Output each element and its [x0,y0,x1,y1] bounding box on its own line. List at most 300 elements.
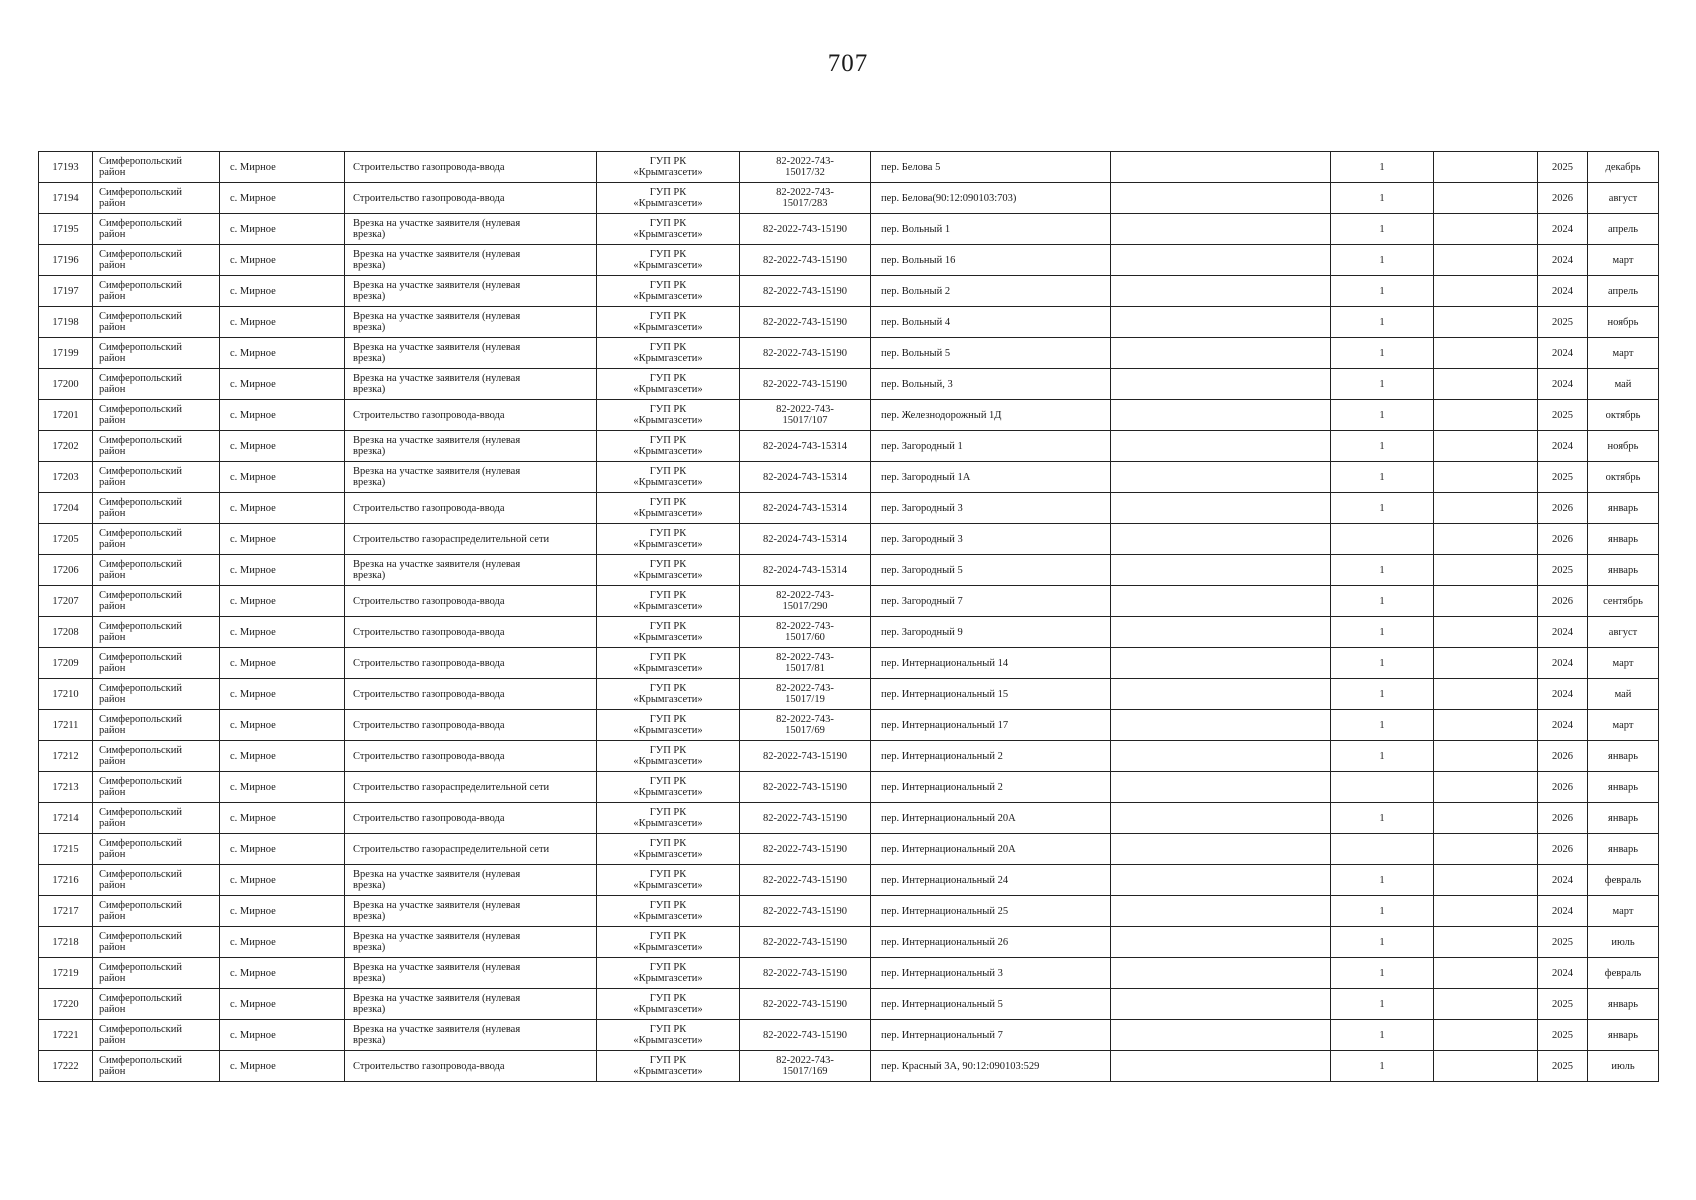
year: 2026 [1552,502,1573,514]
month: октябрь [1605,409,1641,421]
month-cell [1588,958,1659,989]
locality: с. Мирное [230,223,276,235]
empty-cell [1111,493,1331,524]
district-cell [93,152,220,183]
table-row [39,648,1659,679]
record-number: 17193 [52,161,79,173]
district-cell [93,338,220,369]
work-type-cell [345,772,597,803]
empty-cell [1111,834,1331,865]
organization-cell [597,369,740,400]
table-row [39,431,1659,462]
address-cell [871,617,1111,648]
work-type-cell [345,1051,597,1082]
locality: с. Мирное [230,409,276,421]
empty-cell [1111,927,1331,958]
document-number-line-1: 82-2022-743- [776,404,834,415]
table-row [39,493,1659,524]
address: пер. Интернациональный 14 [881,657,1009,669]
year-cell [1538,679,1588,710]
month: октябрь [1605,471,1641,483]
quantity-cell [1331,617,1434,648]
page-number: 707 [827,50,869,77]
record-number: 17198 [52,316,79,328]
empty-cell [1111,431,1331,462]
work-type-line-2: врезка) [353,880,386,891]
record-number-cell [39,400,93,431]
year: 2026 [1552,192,1573,204]
organization-line-1: ГУП РК [649,931,687,942]
district-cell [93,865,220,896]
district-line-1: Симферопольский [99,559,182,570]
organization-line-2: «Крымгазсети» [633,415,703,426]
work-type-line-1: Строительство газопровода-ввода [353,750,505,762]
district-line-1: Симферопольский [99,838,182,849]
work-type-cell [345,834,597,865]
district-line-2: район [99,1066,126,1077]
year-cell [1538,1020,1588,1051]
locality: с. Мирное [230,564,276,576]
address-cell [871,896,1111,927]
record-number: 17196 [52,254,79,266]
locality: с. Мирное [230,595,276,607]
month: февраль [1604,967,1642,979]
document-number-line-1: 82-2022-743-15190 [763,781,847,793]
organization-cell [597,989,740,1020]
district-line-2: район [99,849,126,860]
organization-line-2: «Крымгазсети» [633,787,703,798]
month: август [1608,192,1638,204]
work-type-cell [345,493,597,524]
work-type-cell [345,927,597,958]
record-number: 17212 [52,750,79,762]
address-cell [871,462,1111,493]
locality-cell [220,431,345,462]
record-number-cell [39,152,93,183]
document-number-cell [740,183,871,214]
quantity-cell [1331,307,1434,338]
year-cell [1538,524,1588,555]
record-number: 17213 [52,781,79,793]
table-row [39,183,1659,214]
district-line-1: Симферопольский [99,869,182,880]
organization-line-2: «Крымгазсети» [633,973,703,984]
month-cell [1588,772,1659,803]
organization-line-2: «Крымгазсети» [633,663,703,674]
locality: с. Мирное [230,688,276,700]
organization-cell [597,245,740,276]
work-type-cell [345,555,597,586]
district-cell [93,741,220,772]
quantity-cell [1331,152,1434,183]
quantity: 1 [1379,626,1385,638]
month: январь [1608,998,1638,1010]
record-number: 17220 [52,998,79,1010]
locality: с. Мирное [230,316,276,328]
locality: с. Мирное [230,192,276,204]
record-number: 17205 [52,533,79,545]
year-cell [1538,586,1588,617]
empty-cell [1111,183,1331,214]
document-number-line-1: 82-2022-743-15190 [763,874,847,886]
locality: с. Мирное [230,440,276,452]
record-number-cell [39,710,93,741]
document-number-cell [740,927,871,958]
organization-cell [597,927,740,958]
record-number: 17202 [52,440,79,452]
district-line-1: Симферопольский [99,249,182,260]
work-type-line-1: Врезка на участке заявителя (нулевая [353,466,521,477]
address: пер. Белова(90:12:090103:703) [881,192,1017,204]
work-type-line-2: врезка) [353,1004,386,1015]
quantity: 1 [1379,347,1385,359]
year: 2025 [1552,564,1573,576]
locality: с. Мирное [230,750,276,762]
organization-line-2: «Крымгазсети» [633,1066,703,1077]
quantity: 1 [1379,1029,1385,1041]
work-type-line-2: врезка) [353,229,386,240]
year: 2024 [1552,657,1573,669]
document-number-line-2: 15017/283 [782,198,828,209]
quantity: 1 [1379,254,1385,266]
work-type-line-1: Врезка на участке заявителя (нулевая [353,249,521,260]
work-type-cell [345,1020,597,1051]
quantity: 1 [1379,936,1385,948]
organization-line-1: ГУП РК [649,311,687,322]
organization-cell [597,152,740,183]
document-number-line-1: 82-2022-743-15190 [763,223,847,235]
document-number-cell [740,617,871,648]
year-cell [1538,741,1588,772]
year: 2024 [1552,905,1573,917]
district-line-1: Симферопольский [99,187,182,198]
document-number-cell [740,586,871,617]
organization-cell [597,1020,740,1051]
record-number: 17201 [52,409,79,421]
quantity-cell [1331,431,1434,462]
address: пер. Интернациональный 26 [881,936,1009,948]
year-cell [1538,710,1588,741]
address: пер. Интернациональный 2 [881,781,1003,793]
organization-line-1: ГУП РК [649,652,687,663]
year: 2025 [1552,936,1573,948]
district-line-1: Симферопольский [99,590,182,601]
empty-cell [1434,989,1538,1020]
document-number-cell [740,307,871,338]
year-cell [1538,803,1588,834]
document-number-line-1: 82-2022-743-15190 [763,285,847,297]
record-number: 17207 [52,595,79,607]
year: 2024 [1552,626,1573,638]
empty-cell [1111,803,1331,834]
document-number-line-2: 15017/69 [785,725,825,736]
work-type-line-2: врезка) [353,353,386,364]
record-number-cell [39,493,93,524]
work-type-line-1: Врезка на участке заявителя (нулевая [353,993,521,1004]
locality: с. Мирное [230,161,276,173]
organization-cell [597,307,740,338]
empty-cell [1434,710,1538,741]
organization-line-1: ГУП РК [649,900,687,911]
district-line-2: район [99,942,126,953]
organization-cell [597,338,740,369]
document-number-line-1: 82-2022-743-15190 [763,936,847,948]
district-cell [93,307,220,338]
record-number-cell [39,803,93,834]
district-line-2: район [99,756,126,767]
address-cell [871,741,1111,772]
locality-cell [220,927,345,958]
address: пер. Интернациональный 7 [881,1029,1003,1041]
district-line-1: Симферопольский [99,745,182,756]
empty-cell [1434,214,1538,245]
record-number: 17194 [52,192,79,204]
year-cell [1538,152,1588,183]
quantity-cell [1331,772,1434,803]
record-number: 17206 [52,564,79,576]
month-cell [1588,493,1659,524]
district-line-2: район [99,198,126,209]
district-line-2: район [99,384,126,395]
district-line-1: Симферопольский [99,466,182,477]
organization-line-2: «Крымгазсети» [633,167,703,178]
document-number-line-1: 82-2022-743-15190 [763,998,847,1010]
work-type-cell [345,741,597,772]
record-number-cell [39,896,93,927]
work-type-line-2: врезка) [353,570,386,581]
year: 2024 [1552,967,1573,979]
organization-line-2: «Крымгазсети» [633,229,703,240]
quantity-cell [1331,741,1434,772]
table-row [39,989,1659,1020]
quantity-cell [1331,710,1434,741]
locality: с. Мирное [230,1029,276,1041]
organization-line-1: ГУП РК [649,993,687,1004]
organization-line-1: ГУП РК [649,621,687,632]
document-number-cell [740,772,871,803]
district-cell [93,1051,220,1082]
work-type-cell [345,803,597,834]
year-cell [1538,834,1588,865]
district-cell [93,710,220,741]
address-cell [871,803,1111,834]
table-row [39,958,1659,989]
locality-cell [220,493,345,524]
organization-cell [597,586,740,617]
work-type-line-1: Строительство газопровода-ввода [353,657,505,669]
document-number-line-1: 82-2022-743-15190 [763,316,847,328]
district-line-2: район [99,694,126,705]
empty-cell [1111,307,1331,338]
district-cell [93,989,220,1020]
organization-line-1: ГУП РК [649,373,687,384]
locality-cell [220,896,345,927]
table-row [39,896,1659,927]
locality-cell [220,834,345,865]
district-line-1: Симферопольский [99,218,182,229]
year-cell [1538,865,1588,896]
organization-cell [597,431,740,462]
work-type-cell [345,679,597,710]
district-cell [93,617,220,648]
district-line-2: район [99,632,126,643]
document-number-cell [740,462,871,493]
month: январь [1608,812,1638,824]
address: пер. Вольный 2 [881,285,951,297]
empty-cell [1434,896,1538,927]
year-cell [1538,958,1588,989]
quantity: 1 [1379,378,1385,390]
record-number-cell [39,958,93,989]
document-number-cell [740,834,871,865]
work-type-cell [345,369,597,400]
record-number: 17218 [52,936,79,948]
organization-line-1: ГУП РК [649,1024,687,1035]
document-number-cell [740,214,871,245]
district-line-2: район [99,415,126,426]
district-line-1: Симферопольский [99,528,182,539]
work-type-line-1: Строительство газопровода-ввода [353,595,505,607]
record-number: 17211 [52,719,79,731]
table-row [39,741,1659,772]
locality: с. Мирное [230,657,276,669]
locality: с. Мирное [230,471,276,483]
year: 2025 [1552,316,1573,328]
quantity-cell [1331,245,1434,276]
locality: с. Мирное [230,533,276,545]
year-cell [1538,648,1588,679]
record-number-cell [39,245,93,276]
record-number: 17216 [52,874,79,886]
organization-cell [597,803,740,834]
locality-cell [220,1051,345,1082]
locality: с. Мирное [230,998,276,1010]
district-line-2: район [99,229,126,240]
district-cell [93,276,220,307]
organization-line-2: «Крымгазсети» [633,260,703,271]
quantity-cell [1331,896,1434,927]
year: 2024 [1552,874,1573,886]
address-cell [871,555,1111,586]
work-type-line-1: Врезка на участке заявителя (нулевая [353,962,521,973]
organization-line-2: «Крымгазсети» [633,880,703,891]
empty-cell [1434,307,1538,338]
month-cell [1588,183,1659,214]
quantity-cell [1331,462,1434,493]
document-number-line-1: 82-2022-743- [776,683,834,694]
table-row [39,152,1659,183]
empty-cell [1434,431,1538,462]
organization-line-1: ГУП РК [649,528,687,539]
empty-cell [1111,648,1331,679]
work-type-line-1: Строительство газораспределительной сети [353,533,550,545]
year: 2025 [1552,471,1573,483]
month-cell [1588,400,1659,431]
document-number-cell [740,648,871,679]
address: пер. Вольный 5 [881,347,951,359]
work-type-line-1: Врезка на участке заявителя (нулевая [353,931,521,942]
work-type-cell [345,896,597,927]
month-cell [1588,989,1659,1020]
district-line-1: Симферопольский [99,776,182,787]
quantity: 1 [1379,967,1385,979]
year-cell [1538,896,1588,927]
year-cell [1538,617,1588,648]
year-cell [1538,1051,1588,1082]
empty-cell [1111,710,1331,741]
locality: с. Мирное [230,626,276,638]
address-cell [871,958,1111,989]
organization-line-1: ГУП РК [649,683,687,694]
document-number-line-2: 15017/81 [785,663,825,674]
year: 2024 [1552,378,1573,390]
district-line-1: Симферопольский [99,342,182,353]
document-number-line-1: 82-2022-743-15190 [763,812,847,824]
quantity-cell [1331,679,1434,710]
empty-cell [1434,524,1538,555]
district-line-2: район [99,1004,126,1015]
district-line-2: район [99,167,126,178]
organization-line-1: ГУП РК [649,869,687,880]
work-type-line-2: врезка) [353,446,386,457]
district-cell [93,772,220,803]
month: май [1614,688,1632,700]
record-number: 17217 [52,905,79,917]
month-cell [1588,617,1659,648]
year-cell [1538,555,1588,586]
record-number: 17210 [52,688,79,700]
document-number-cell [740,710,871,741]
document-number-line-2: 15017/32 [785,167,825,178]
month: июль [1611,936,1635,948]
record-number-cell [39,586,93,617]
work-type-cell [345,276,597,307]
address-cell [871,1020,1111,1051]
table-row [39,307,1659,338]
organization-line-1: ГУП РК [649,962,687,973]
quantity: 1 [1379,285,1385,297]
month-cell [1588,307,1659,338]
address-cell [871,276,1111,307]
document-number-line-1: 82-2022-743-15190 [763,378,847,390]
table-row [39,927,1659,958]
document-number-line-1: 82-2024-743-15314 [763,533,847,545]
document-number-cell [740,245,871,276]
organization-line-2: «Крымгазсети» [633,198,703,209]
organization-line-2: «Крымгазсети» [633,694,703,705]
address: пер. Интернациональный 15 [881,688,1009,700]
address-cell [871,989,1111,1020]
table-row [39,617,1659,648]
organization-cell [597,214,740,245]
quantity: 1 [1379,161,1385,173]
work-type-line-1: Врезка на участке заявителя (нулевая [353,280,521,291]
quantity-cell [1331,369,1434,400]
table-row [39,555,1659,586]
quantity-cell [1331,803,1434,834]
work-type-cell [345,710,597,741]
record-number-cell [39,679,93,710]
empty-cell [1434,834,1538,865]
quantity: 1 [1379,564,1385,576]
quantity-cell [1331,927,1434,958]
locality: с. Мирное [230,285,276,297]
quantity: 1 [1379,874,1385,886]
document-number-cell [740,400,871,431]
address-cell [871,586,1111,617]
address-cell [871,679,1111,710]
month: декабрь [1605,161,1641,173]
